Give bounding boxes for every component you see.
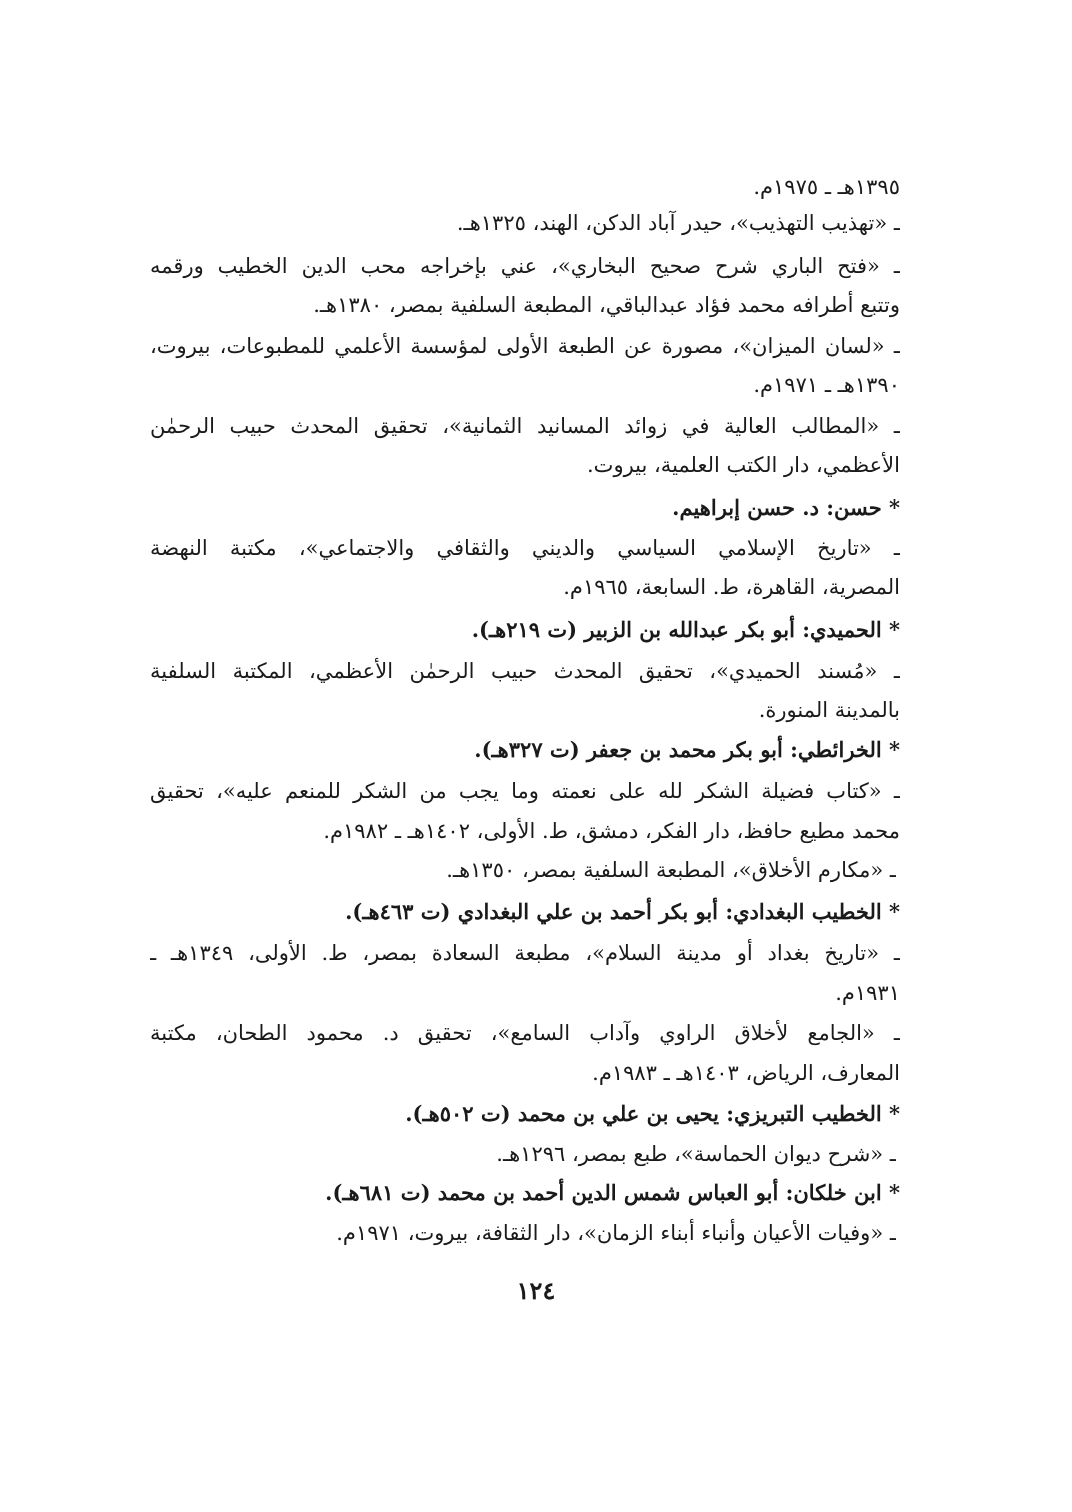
text-line: ـ «تاريخ بغداد أو مدينة السلام»، مطبعة السعادة بمصر، ط. الأولى، ١٣٤٩هـ ـ	[150, 941, 900, 965]
author-heading: * الخرائطي: أبو بكر محمد بن جعفر (ت ٣٢٧هـ).	[474, 737, 900, 762]
text-line: بالمدينة المنورة.	[758, 698, 900, 722]
text-line: ـ «مكارم الأخلاق»، المطبعة السلفية بمصر، ١٣٥٠هـ.	[446, 858, 896, 882]
text-line: ـ «تهذيب التهذيب»، حيدر آباد الدكن، الهند، ١٣٢٥هـ.	[456, 211, 900, 235]
author-heading: * الحميدي: أبو بكر عبدالله بن الزبير (ت ٢١٩هـ).	[471, 617, 900, 642]
text-line: ـ «لسان الميزان»، مصورة عن الطبعة الأولى لمؤسسة الأعلمي للمطبوعات، بيروت،	[150, 334, 900, 358]
text-line: وتتبع أطرافه محمد فؤاد عبدالباقي، المطبعة السلفية بمصر، ١٣٨٠هـ.	[313, 293, 900, 317]
text-line: ـ «الجامع لأخلاق الراوي وآداب السامع»، تحقيق د. محمود الطحان، مكتبة	[150, 1021, 900, 1045]
author-heading: * ابن خلكان: أبو العباس شمس الدين أحمد بن محمد (ت ٦٨١هـ).	[325, 1180, 900, 1205]
text-line: ١٩٣١م.	[835, 981, 900, 1005]
author-heading: * الخطيب البغدادي: أبو بكر أحمد بن علي البغدادي (ت ٤٦٣هـ).	[345, 899, 900, 924]
text-line: محمد مطيع حافظ، دار الفكر، دمشق، ط. الأولى، ١٤٠٢هـ ـ ١٩٨٢م.	[323, 819, 900, 843]
text-line: المصرية، القاهرة، ط. السابعة، ١٩٦٥م.	[563, 575, 900, 599]
text-line: ١٣٩٥هـ ـ ١٩٧٥م.	[753, 175, 900, 199]
text-line: الأعظمي، دار الكتب العلمية، بيروت.	[587, 453, 900, 477]
bibliography-page	[150, 160, 900, 1340]
text-line: ١٣٩٠هـ ـ ١٩٧١م.	[753, 373, 900, 397]
text-line: ـ «كتاب فضيلة الشكر لله على نعمته وما يجب من الشكر للمنعم عليه»، تحقيق	[150, 779, 900, 803]
text-line: ـ «مُسند الحميدي»، تحقيق المحدث حبيب الرحمٰن الأعظمي، المكتبة السلفية	[150, 659, 900, 683]
page-number: ١٢٤	[516, 1276, 556, 1305]
text-line: المعارف، الرياض، ١٤٠٣هـ ـ ١٩٨٣م.	[592, 1061, 900, 1085]
author-heading: * حسن: د. حسن إبراهيم.	[672, 495, 900, 520]
text-line: ـ «تاريخ الإسلامي السياسي والديني والثقافي والاجتماعي»، مكتبة النهضة	[150, 536, 900, 560]
text-line: ـ «شرح ديوان الحماسة»، طبع بمصر، ١٢٩٦هـ.	[496, 1142, 896, 1166]
text-line: ـ «وفيات الأعيان وأنباء أبناء الزمان»، دار الثقافة، بيروت، ١٩٧١م.	[336, 1221, 896, 1245]
text-line: ـ «المطالب العالية في زوائد المسانيد الثمانية»، تحقيق المحدث حبيب الرحمٰن	[150, 414, 900, 438]
text-line: ـ «فتح الباري شرح صحيح البخاري»، عني بإخراجه محب الدين الخطيب ورقمه	[150, 254, 900, 278]
author-heading: * الخطيب التبريزي: يحيى بن علي بن محمد (ت ٥٠٢هـ).	[405, 1101, 900, 1126]
